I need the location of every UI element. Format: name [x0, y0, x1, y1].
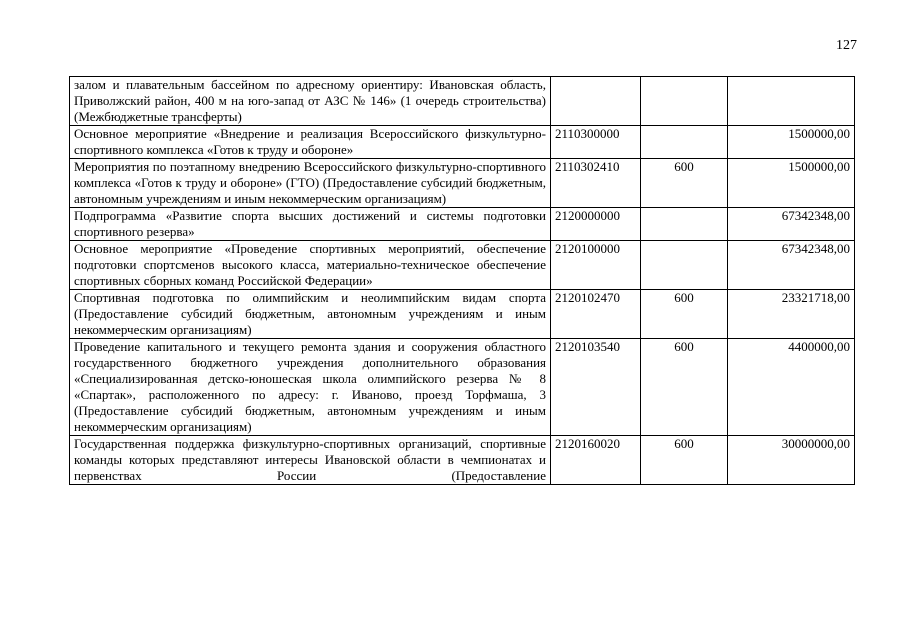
row-code — [551, 77, 641, 126]
row-name: Мероприятия по поэтапному внедрению Всероссийского физкультурно-спортивного комплекса «Готов к труду и обороне» (ГТО) (Предоставление субсидий бюджетным, автономным учреждениям и иным некоммерческим организациям) — [70, 159, 551, 208]
row-expense-type — [641, 208, 728, 241]
row-expense-type: 600 — [641, 159, 728, 208]
table-row — [70, 241, 855, 290]
row-sum: 30000000,00 — [728, 436, 855, 485]
page-number: 127 — [836, 38, 857, 53]
row-name: Подпрограмма «Развитие спорта высших достижений и системы подготовки спортивного резерва» — [70, 208, 551, 241]
table-row — [70, 208, 855, 241]
row-sum — [728, 77, 855, 126]
table-row — [70, 290, 855, 339]
row-code: 2120100000 — [551, 241, 641, 290]
row-code: 2120160020 — [551, 436, 641, 485]
row-code: 2110300000 — [551, 126, 641, 159]
row-code: 2120103540 — [551, 339, 641, 436]
row-expense-type — [641, 126, 728, 159]
row-sum: 1500000,00 — [728, 126, 855, 159]
row-expense-type: 600 — [641, 290, 728, 339]
table-row — [70, 436, 855, 485]
row-name-cell — [70, 436, 551, 485]
budget-table — [69, 76, 855, 485]
table-row — [70, 159, 855, 208]
row-sum: 67342348,00 — [728, 208, 855, 241]
row-code: 2120102470 — [551, 290, 641, 339]
row-sum: 23321718,00 — [728, 290, 855, 339]
row-expense-type — [641, 241, 728, 290]
row-name: Спортивная подготовка по олимпийским и неолимпийским видам спорта (Предоставление субсидий бюджетным, автономным учреждениям и иным некоммерческим организациям) — [70, 290, 551, 339]
row-name: залом и плавательным бассейном по адресному ориентиру: Ивановская область, Приволжский район, 400 м на юго-запад от АЗС № 146» (1 очередь строительства) (Межбюджетные трансферты) — [70, 77, 551, 126]
table-row — [70, 126, 855, 159]
row-expense-type: 600 — [641, 339, 728, 436]
row-name: Основное мероприятие «Внедрение и реализация Всероссийского физкультурно-спортивного комплекса «Готов к труду и обороне» — [70, 126, 551, 159]
row-code: 2120000000 — [551, 208, 641, 241]
row-sum: 4400000,00 — [728, 339, 855, 436]
table-row — [70, 77, 855, 126]
table-row — [70, 339, 855, 436]
row-name: Основное мероприятие «Проведение спортивных мероприятий, обеспечение подготовки спортсменов высокого класса, материально-техническое обеспечение спортивных сборных команд Российской Федерации» — [70, 241, 551, 290]
row-name: Государственная поддержка физкультурно-спортивных организаций, спортивные команды которых представляют интересы Ивановской области в чемпионатах и первенствах России (Предоставление — [74, 436, 546, 483]
row-expense-type: 600 — [641, 436, 728, 485]
row-name: Проведение капитального и текущего ремонта здания и сооружения областного государственного бюджетного учреждения дополнительного образования «Специализированная детско-юношеская школа олимпийского резерва № 8 «Спартак», расположенного по адресу: г. Иваново, проезд Торфмаша, 3 (Предоставление субсидий бюджетным, автономным учреждениям и иным некоммерческим организациям) — [70, 339, 551, 436]
row-sum: 67342348,00 — [728, 241, 855, 290]
row-code: 2110302410 — [551, 159, 641, 208]
row-sum: 1500000,00 — [728, 159, 855, 208]
row-expense-type — [641, 77, 728, 126]
